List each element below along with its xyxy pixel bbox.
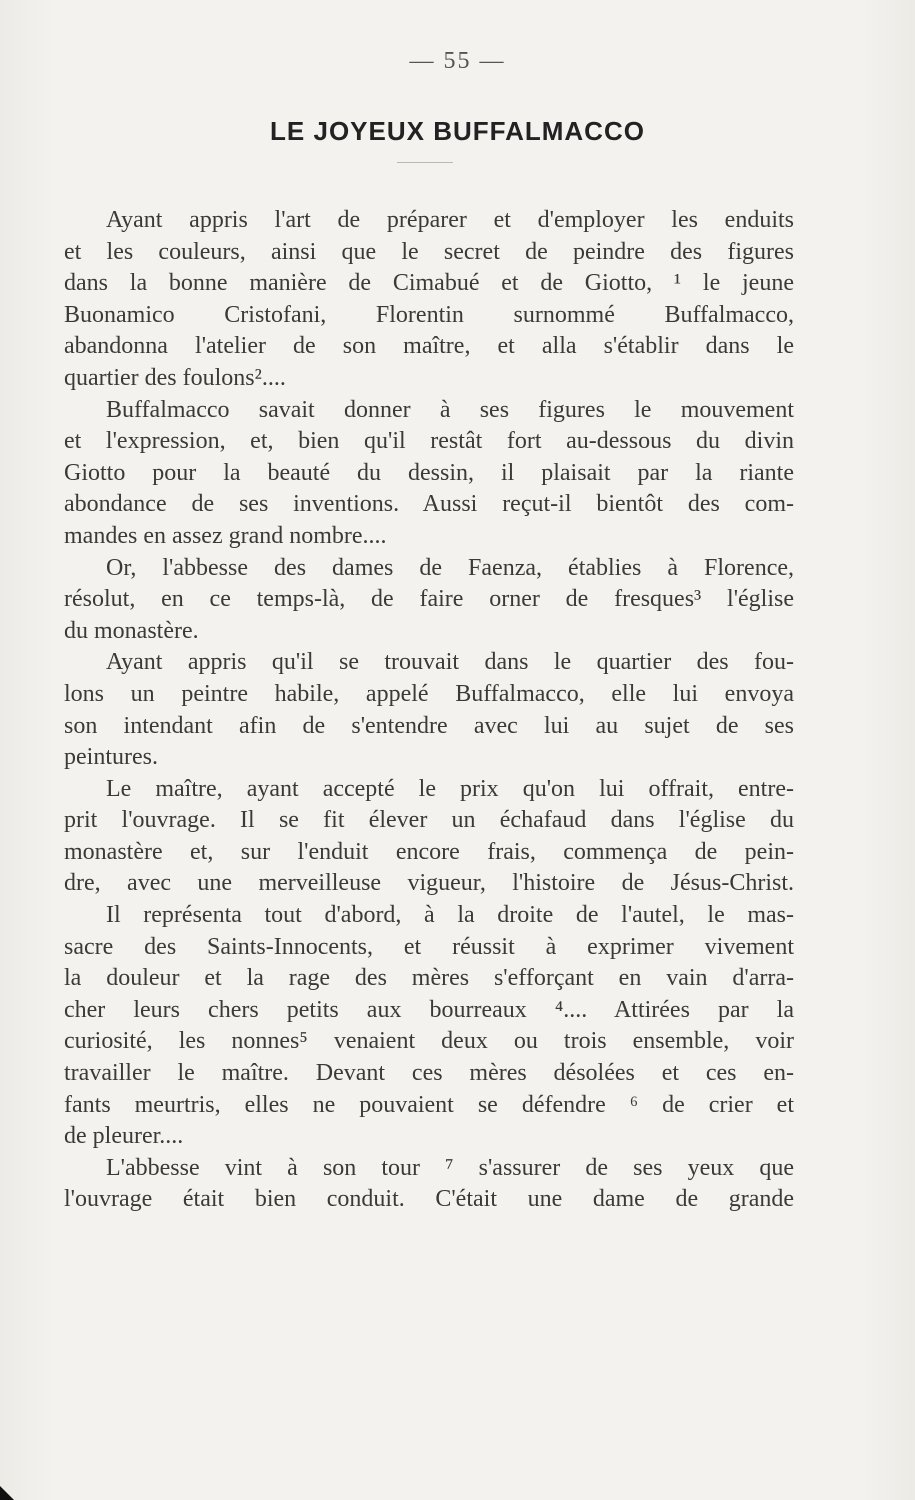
text-line: l'ouvrage était bien conduit. C'était une dame de grande (64, 1186, 794, 1213)
text-line: peintures. (64, 744, 158, 771)
text-line: quartier des foulons².... (64, 364, 286, 391)
text-line: prit l'ouvrage. Il se fit élever un échafaud dans l'église du (64, 807, 794, 834)
text-line: Giotto pour la beauté du dessin, il plaisait par la riante (64, 459, 794, 486)
page-number: — 55 — (409, 48, 506, 74)
text-line: sacre des Saints-Innocents, et réussit à exprimer vivement (64, 933, 794, 960)
text-line: du monastère. (64, 617, 199, 644)
text-line: Or, l'abbesse des dames de Faenza, établies à Florence, (106, 554, 794, 581)
text-line: son intendant afin de s'entendre avec lui au sujet de ses (64, 712, 794, 739)
title-divider (397, 162, 453, 163)
text-line: de pleurer.... (64, 1123, 184, 1150)
text-line: Le maître, ayant accepté le prix qu'on lui offrait, entre- (106, 775, 794, 802)
text-line: monastère et, sur l'enduit encore frais, commença de pein- (64, 838, 794, 865)
text-line: cher leurs chers petits aux bourreaux ⁴.... Attirées par la (64, 996, 794, 1023)
text-line: la douleur et la rage des mères s'efforçant en vain d'arra- (64, 965, 794, 992)
text-line: dre, avec une merveilleuse vigueur, l'histoire de Jésus-Christ. (64, 870, 794, 897)
text-line: L'abbesse vint à son tour ⁷ s'assurer de ses yeux que (106, 1154, 794, 1181)
text-line: Ayant appris qu'il se trouvait dans le quartier des fou- (106, 649, 794, 676)
text-line: fants meurtris, elles ne pouvaient se défendre ⁶ de crier et (64, 1091, 794, 1118)
body-text (64, 205, 794, 1216)
text-line: et les couleurs, ainsi que le secret de peindre des figures (64, 238, 794, 265)
text-line: mandes en assez grand nombre.... (64, 522, 387, 549)
text-line: et l'expression, et, bien qu'il restât fort au-dessous du divin (64, 428, 794, 455)
text-line: Il représenta tout d'abord, à la droite de l'autel, le mas- (106, 902, 794, 929)
text-line: lons un peintre habile, appelé Buffalmacco, elle lui envoya (64, 680, 794, 707)
text-line: travailler le maître. Devant ces mères désolées et ces en- (64, 1060, 794, 1087)
text-line: abondance de ses inventions. Aussi reçut-il bientôt des com- (64, 491, 794, 518)
text-line: Buonamico Cristofani, Florentin surnommé Buffalmacco, (64, 301, 794, 328)
text-line: Ayant appris l'art de préparer et d'employer les enduits (106, 207, 794, 233)
chapter-title: LE JOYEUX BUFFALMACCO (270, 116, 645, 146)
text-line: résolut, en ce temps-là, de faire orner de fresques³ l'église (64, 586, 794, 613)
page-corner-mark (0, 1486, 14, 1500)
text-line: Buffalmacco savait donner à ses figures le mouvement (106, 396, 794, 423)
text-line: dans la bonne manière de Cimabué et de Giotto, ¹ le jeune (64, 270, 794, 297)
text-line: curiosité, les nonnes⁵ venaient deux ou trois ensemble, voir (64, 1028, 794, 1055)
text-line: abandonna l'atelier de son maître, et alla s'établir dans le (64, 333, 794, 360)
